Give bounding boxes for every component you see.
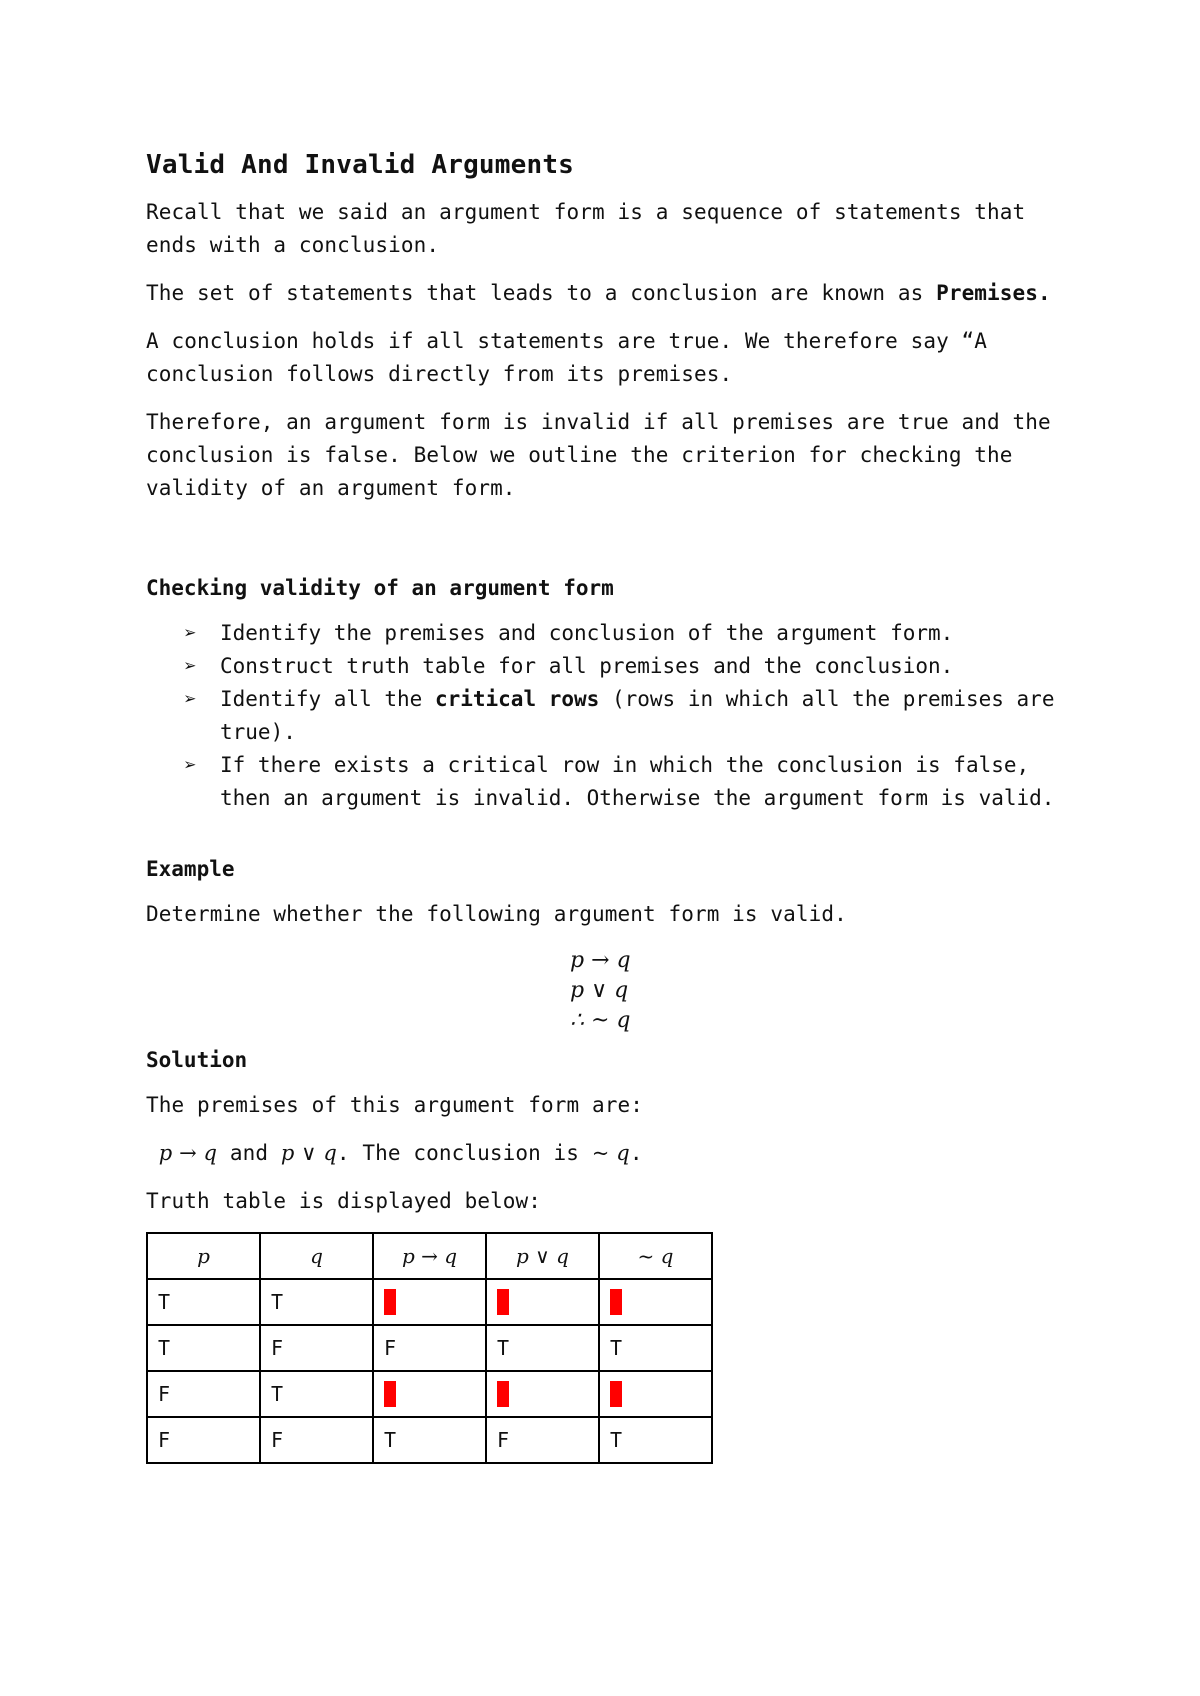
- intro-paragraph-2: [146, 277, 1066, 310]
- table-cell: [260, 1279, 373, 1325]
- intro-paragraph-3: A conclusion holds if all statements are true. We therefore say “A conclusion follows directly from its premises.: [146, 329, 988, 386]
- solution-text-2: [146, 1137, 1066, 1170]
- table-cell: [373, 1325, 486, 1371]
- criteria-list: [184, 617, 1066, 815]
- table-cell: [147, 1371, 260, 1417]
- page-title: Valid And Invalid Arguments: [146, 150, 575, 180]
- and-text: and: [217, 1141, 281, 1165]
- arrow-bullet-icon: ➢: [184, 753, 197, 777]
- premise-2-math: p ∨ q: [280, 1141, 337, 1165]
- conclusion-math: ~ q: [591, 1141, 630, 1165]
- highlighted-cell-value: T: [497, 1290, 510, 1315]
- premises-definition-text: The set of statements that leads to a conclusion are known as: [146, 281, 937, 305]
- table-row: [147, 1417, 712, 1463]
- intro-paragraph-1: Recall that we said an argument form is a sequence of statements that ends with a conclusion.: [146, 200, 1026, 257]
- document-content: [146, 148, 1066, 1464]
- table-cell: [599, 1279, 712, 1325]
- arrow-bullet-icon: ➢: [184, 621, 197, 645]
- criteria-item-text: Identify all the: [220, 687, 435, 711]
- cell-value: F: [384, 1336, 397, 1360]
- highlighted-cell-value: T: [384, 1290, 397, 1315]
- checking-validity-heading: Checking validity of an argument form: [146, 576, 614, 600]
- critical-rows-term: critical rows: [434, 687, 600, 711]
- table-cell: [147, 1417, 260, 1463]
- table-cell: [373, 1417, 486, 1463]
- table-row: [147, 1279, 712, 1325]
- table-cell: [486, 1279, 599, 1325]
- cell-value: F: [158, 1428, 171, 1452]
- argument-premise-2: p ∨ q: [570, 978, 629, 1003]
- header-cell: p ∨ q: [486, 1233, 599, 1279]
- header-cell: q: [260, 1233, 373, 1279]
- cell-value: T: [610, 1336, 623, 1360]
- table-cell: [373, 1371, 486, 1417]
- criteria-item-text: Identify the premises and conclusion of the argument form.: [220, 621, 954, 645]
- table-cell: [260, 1325, 373, 1371]
- cell-value: T: [610, 1428, 623, 1452]
- table-row: [147, 1325, 712, 1371]
- cell-value: T: [271, 1290, 284, 1314]
- table-cell: [147, 1325, 260, 1371]
- criteria-item-text: (rows in which all the premises are true).: [220, 687, 1055, 744]
- header-cell: p: [147, 1233, 260, 1279]
- highlighted-cell-value: F: [610, 1290, 623, 1315]
- solution-text-3: Truth table is displayed below:: [146, 1189, 542, 1213]
- highlighted-cell-value: F: [610, 1382, 623, 1407]
- premise-1-math: p → q: [158, 1141, 218, 1165]
- truth-table: [146, 1232, 713, 1464]
- argument-conclusion: ∴ ~ q: [570, 1008, 631, 1033]
- table-cell: [260, 1417, 373, 1463]
- table-cell: [373, 1279, 486, 1325]
- criteria-item: [184, 683, 1066, 749]
- arrow-bullet-icon: ➢: [184, 654, 197, 678]
- argument-form: [146, 946, 1066, 1036]
- period-text: .: [629, 1141, 643, 1165]
- highlighted-cell-value: T: [497, 1382, 510, 1407]
- solution-text-1: The premises of this argument form are:: [146, 1093, 643, 1117]
- table-cell: [260, 1371, 373, 1417]
- truth-table-header-row: [147, 1233, 712, 1279]
- table-row: [147, 1371, 712, 1417]
- table-cell: [486, 1417, 599, 1463]
- cell-value: F: [271, 1336, 284, 1360]
- table-cell: [599, 1371, 712, 1417]
- cell-value: T: [384, 1428, 397, 1452]
- criteria-item: [184, 749, 1066, 815]
- criteria-item: [184, 617, 1066, 650]
- example-text: Determine whether the following argument form is valid.: [146, 902, 847, 926]
- cell-value: F: [271, 1428, 284, 1452]
- intro-paragraph-4: Therefore, an argument form is invalid if all premises are true and the conclusion is false. Below we outline the criterion for checking the validity of an argument form.: [146, 410, 1051, 500]
- example-heading: Example: [146, 857, 235, 881]
- cell-value: T: [271, 1382, 284, 1406]
- table-cell: [599, 1325, 712, 1371]
- premises-term: Premises.: [936, 281, 1051, 305]
- header-cell: ~ q: [599, 1233, 712, 1279]
- table-cell: [599, 1417, 712, 1463]
- criteria-item-text: If there exists a critical row in which the conclusion is false, then an argument is invalid. Otherwise the argument form is valid.: [220, 753, 1055, 810]
- cell-value: T: [158, 1336, 171, 1360]
- argument-premise-1: p → q: [570, 948, 631, 973]
- table-cell: [147, 1279, 260, 1325]
- table-cell: [486, 1325, 599, 1371]
- header-cell: p → q: [373, 1233, 486, 1279]
- table-cell: [486, 1371, 599, 1417]
- conclusion-intro-text: . The conclusion is: [336, 1141, 592, 1165]
- section-spacer: [146, 520, 1066, 572]
- highlighted-cell-value: T: [384, 1382, 397, 1407]
- criteria-item-text: Construct truth table for all premises and the conclusion.: [220, 654, 954, 678]
- cell-value: F: [497, 1428, 510, 1452]
- solution-heading: Solution: [146, 1048, 248, 1072]
- criteria-item: [184, 650, 1066, 683]
- section-spacer: [146, 815, 1066, 853]
- arrow-bullet-icon: ➢: [184, 687, 197, 711]
- cell-value: F: [158, 1382, 171, 1406]
- cell-value: T: [497, 1336, 510, 1360]
- cell-value: T: [158, 1290, 171, 1314]
